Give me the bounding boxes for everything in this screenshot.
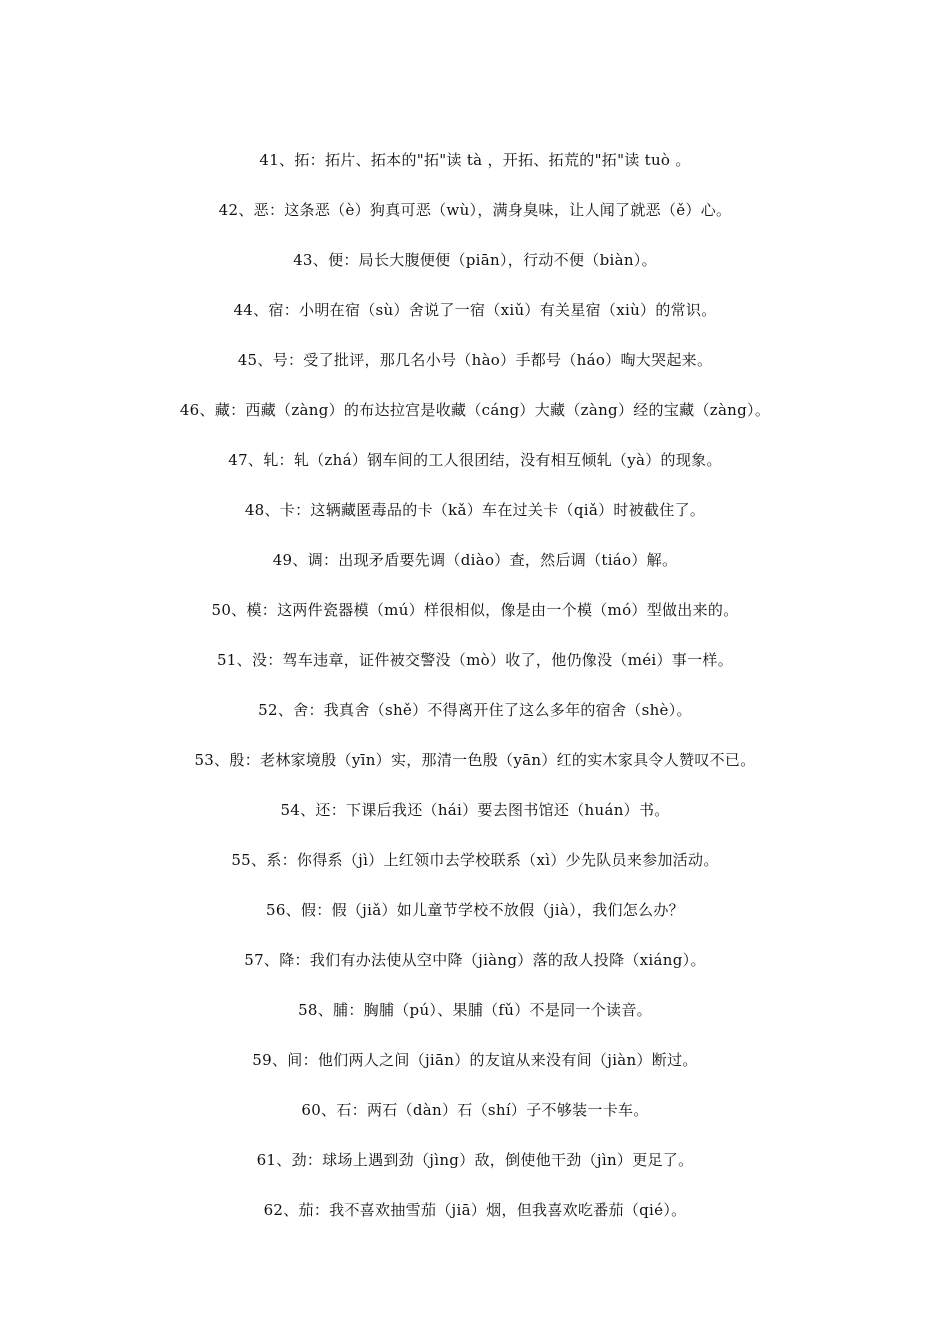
entry-line: 57、降：我们有办法使从空中降（jiàng）落的敌人投降（xiáng）。 <box>244 951 706 969</box>
entry-line: 47、轧：轧（zhá）钢车间的工人很团结，没有相互倾轧（yà）的现象。 <box>228 451 722 469</box>
entry-line: 56、假：假（jiǎ）如儿童节学校不放假（jià），我们怎么办？ <box>266 901 684 919</box>
entry-line: 45、号：受了批评，那几名小号（hào）手都号（háo）啕大哭起来。 <box>237 351 713 369</box>
document-page <box>0 145 950 1245</box>
entry-line: 50、模：这两件瓷器模（mú）样很相似，像是由一个模（mó）型做出来的。 <box>211 601 739 619</box>
entry-line: 46、藏：西藏（zàng）的布达拉宫是收藏（cáng）大藏（zàng）经的宝藏（zàng）。 <box>179 401 771 419</box>
entry-line: 41、拓：拓片、拓本的"拓"读 tà ，开拓、拓荒的"拓"读 tuò 。 <box>259 151 691 169</box>
entry-line: 49、调：出现矛盾要先调（diào）查，然后调（tiáo）解。 <box>272 551 678 569</box>
entry-line: 44、宿：小明在宿（sù）舍说了一宿（xiǔ）有关星宿（xiù）的常识。 <box>233 301 717 319</box>
entry-line: 58、脯：胸脯（pú）、果脯（fǔ）不是同一个读音。 <box>298 1001 652 1019</box>
entry-line: 54、还：下课后我还（hái）要去图书馆还（huán）书。 <box>280 801 670 819</box>
entry-line: 42、恶：这条恶（è）狗真可恶（wù），满身臭味，让人闻了就恶（ě）心。 <box>218 201 732 219</box>
entry-line: 52、舍：我真舍（shě）不得离开住了这么多年的宿舍（shè）。 <box>258 701 692 719</box>
entry-line: 53、殷：老林家境殷（yīn）实，那清一色殷（yān）红的实木家具令人赞叹不已。 <box>194 751 756 769</box>
entry-line: 59、间：他们两人之间（jiān）的友谊从来没有间（jiàn）断过。 <box>252 1051 698 1069</box>
entry-line: 60、石：两石（dàn）石（shí）子不够装一卡车。 <box>301 1101 649 1119</box>
entry-line: 48、卡：这辆藏匿毒品的卡（kǎ）车在过关卡（qiǎ）时被截住了。 <box>244 501 706 519</box>
entry-line: 43、便：局长大腹便便（piān），行动不便（biàn）。 <box>293 251 657 269</box>
entry-line: 61、劲：球场上遇到劲（jìng）敌，倒使他干劲（jìn）更足了。 <box>256 1151 694 1169</box>
entry-line: 55、系：你得系（jì）上红领巾去学校联系（xì）少先队员来参加活动。 <box>231 851 719 869</box>
entry-line: 51、没：驾车违章，证件被交警没（mò）收了，他仍像没（méi）事一样。 <box>216 651 734 669</box>
entry-line: 62、茄：我不喜欢抽雪茄（jiā）烟，但我喜欢吃番茄（qié）。 <box>263 1201 687 1219</box>
